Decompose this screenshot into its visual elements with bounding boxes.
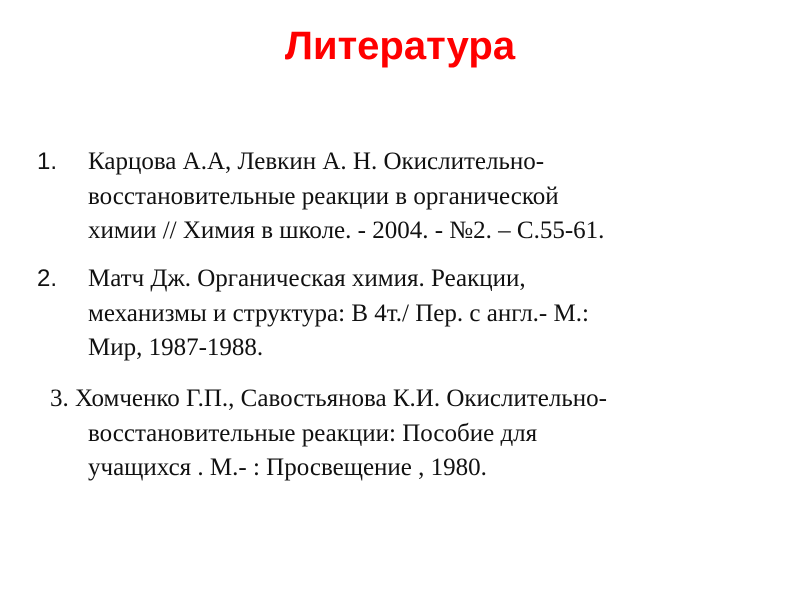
list-number: 1. (37, 148, 58, 175)
reference-text (88, 262, 589, 366)
reference-text (88, 145, 604, 249)
reference-line: механизмы и структура: В 4т./ Пер. с англ.- М.: (88, 299, 589, 327)
reference-line: учащихся . М.- : Просвещение , 1980. (88, 454, 487, 481)
reference-line: восстановительные реакции: Пособие для (88, 419, 538, 447)
reference-line: 3. Хомченко Г.П., Савостьянова К.И. Окислительно- (50, 385, 607, 412)
reference-line: Матч Дж. Органическая химия. Реакции, (88, 265, 526, 292)
reference-line: восстановительные реакции в органической (88, 182, 559, 210)
list-number: 2. (37, 265, 58, 292)
reference-item-3 (0, 382, 800, 492)
reference-text (88, 417, 537, 486)
reference-line: химии // Химия в школе. - 2004. - №2. – С.55-61. (88, 217, 605, 244)
reference-line: Карцова А.А, Левкин А. Н. Окислительно- (88, 148, 545, 175)
reference-item-1 (0, 145, 800, 255)
reference-line: Мир, 1987-1988. (88, 334, 264, 361)
page-title: Литература (284, 24, 516, 68)
reference-item-2 (0, 262, 800, 372)
